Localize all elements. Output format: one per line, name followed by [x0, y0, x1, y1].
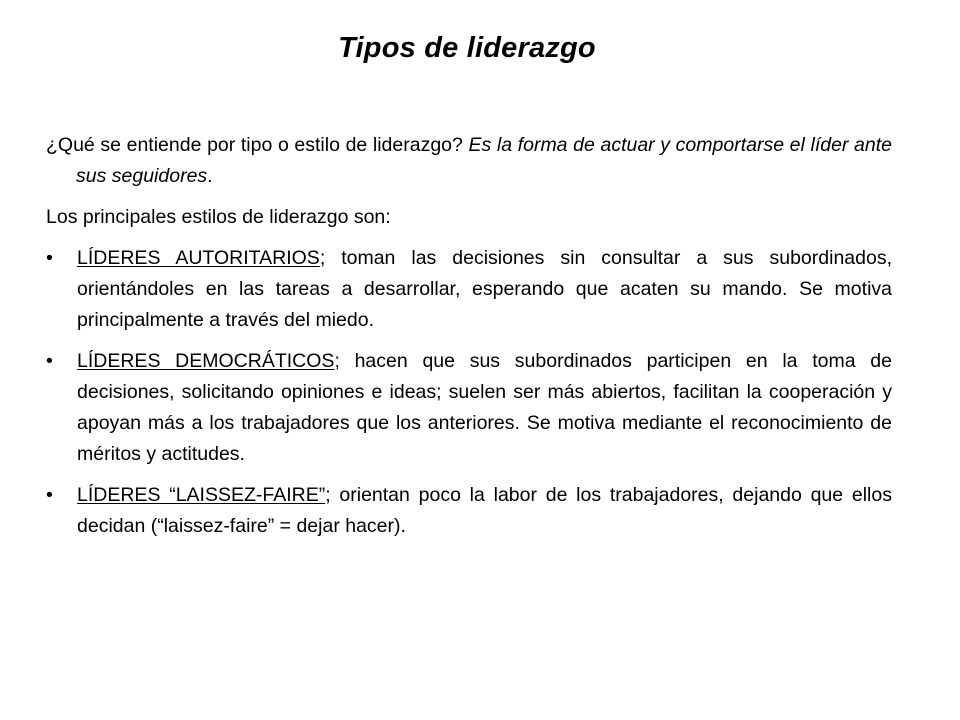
slide-content	[46, 130, 892, 552]
desc-laissez-faire: ; orientan poco la labor de los trabajadores, dejando que ellos decidan (“laissez-faire” = dejar hacer).	[77, 484, 892, 537]
answer-period: .	[207, 165, 213, 187]
term-autoritarios: LÍDERES AUTORITARIOS	[77, 247, 320, 269]
bullet-icon: •	[46, 484, 53, 506]
desc-democraticos: ; hacen que sus subordinados participen en la toma de decisiones, solicitando opiniones e ideas; suelen ser más abiertos, facilitan la cooperación y apoyan más a los trabajadores que los anteriores. Se motiva mediante el reconocimiento de méritos y actitudes.	[77, 350, 892, 465]
slide-title: Tipos de liderazgo	[338, 32, 596, 64]
bullet-icon: •	[46, 350, 53, 372]
term-democraticos: LÍDERES DEMOCRÁTICOS	[77, 350, 335, 372]
answer-text: Es la forma de actuar y comportarse el líder ante sus seguidores	[76, 134, 892, 187]
bullet-autoritarios	[46, 243, 892, 336]
question-paragraph	[46, 130, 892, 192]
intro-paragraph: Los principales estilos de liderazgo son:	[46, 206, 391, 228]
desc-autoritarios: ; toman las decisiones sin consultar a sus subordinados, orientándoles en las tareas a desarrollar, esperando que acaten su mando. Se motiva principalmente a través del miedo.	[77, 247, 892, 331]
question-text: ¿Qué se entiende por tipo o estilo de liderazgo?	[46, 134, 469, 156]
term-laissez-faire: LÍDERES “LAISSEZ-FAIRE”	[77, 484, 326, 506]
bullet-icon: •	[46, 247, 53, 269]
bullet-laissez-faire	[46, 480, 892, 542]
bullet-democraticos	[46, 346, 892, 470]
